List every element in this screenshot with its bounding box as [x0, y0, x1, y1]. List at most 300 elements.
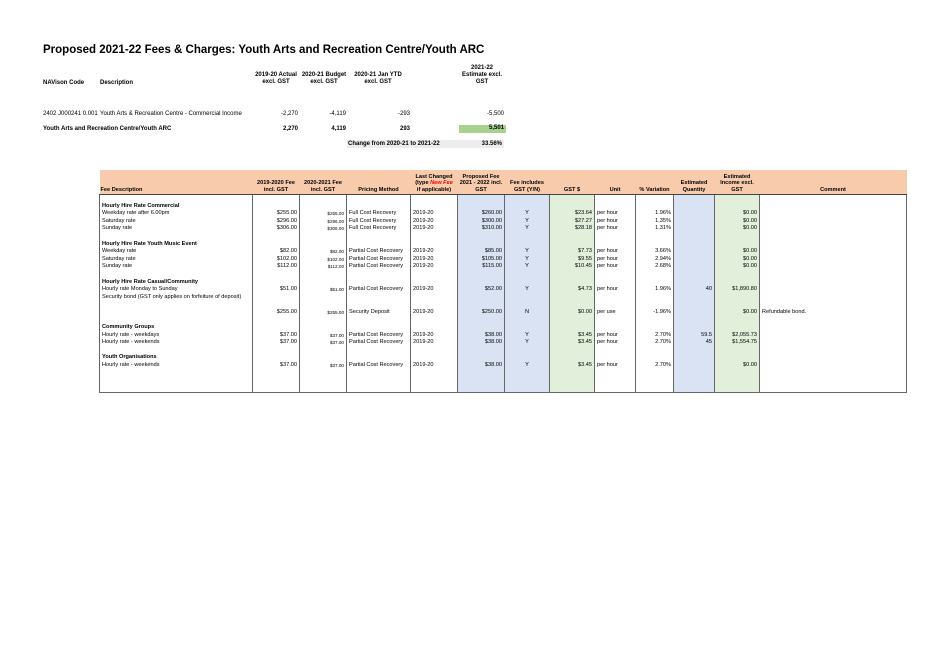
- cell-unit: per hour: [595, 286, 636, 294]
- group-cell: [253, 324, 300, 332]
- cell-variation: 2.70%: [636, 362, 674, 370]
- group-cell: [674, 241, 715, 249]
- group-cell: [347, 324, 411, 332]
- spacer-cell: [636, 377, 674, 385]
- cell-fee-1920: $37.00: [253, 362, 300, 370]
- cell-proposed-fee: $38.00: [458, 362, 505, 370]
- spacer-cell: [760, 317, 907, 325]
- cell-est-quantity: [674, 309, 715, 317]
- cell-est-income: $0.00: [715, 248, 760, 256]
- cell-unit: per hour: [595, 362, 636, 370]
- spacer-cell: [595, 347, 636, 355]
- cell-fee-includes-gst: N: [505, 309, 550, 317]
- spacer-cell: [458, 233, 505, 241]
- spacer-cell: [300, 271, 347, 279]
- cell-unit: per hour: [595, 210, 636, 218]
- cell-est-quantity: [674, 362, 715, 370]
- group-cell: [505, 324, 550, 332]
- cell-fee-2021: $102.00: [300, 256, 347, 264]
- cell-fee-1920: $37.00: [253, 332, 300, 340]
- cell-est-income: $2,055.73: [715, 332, 760, 340]
- spacer-cell: [595, 195, 636, 203]
- cell-description: Weekday rate after 6.00pm: [100, 210, 253, 218]
- group-cell: [300, 241, 347, 249]
- group-cell: [595, 279, 636, 287]
- group-cell: [411, 203, 458, 211]
- cell-fee-2021: $82.00: [300, 248, 347, 256]
- cell-est-income: $0.00: [715, 225, 760, 233]
- group-cell: [253, 241, 300, 249]
- cell-fee-1920: $255.00: [253, 210, 300, 218]
- cell-last-changed: 2019-20: [411, 210, 458, 218]
- th-fee-includes-gst: Fee includes GST (Y/N): [505, 170, 550, 195]
- group-cell: [505, 279, 550, 287]
- cell-gst: $3.45: [550, 362, 595, 370]
- cell-unit: per hour: [595, 332, 636, 340]
- cell-proposed-fee: $260.00: [458, 210, 505, 218]
- group-cell: [760, 324, 907, 332]
- cell-est-income: $0.00: [715, 218, 760, 226]
- cell-variation: 1.96%: [636, 286, 674, 294]
- spacer-cell: [550, 195, 595, 203]
- header-description: Description: [100, 80, 134, 86]
- cell-fee-2021: $112.00: [300, 263, 347, 271]
- group-cell: [674, 324, 715, 332]
- spacer-cell: [100, 370, 253, 378]
- cell-description: Security bond (GST only applies on forfeiture of deposit): [100, 294, 253, 302]
- spacer-cell: [674, 233, 715, 241]
- group-cell: [253, 354, 300, 362]
- cell-est-income: [715, 301, 760, 309]
- spacer-cell: [674, 377, 715, 385]
- cell-comment: [760, 263, 907, 271]
- spacer-cell: [505, 195, 550, 203]
- cell-pricing-method: Partial Cost Recovery: [347, 332, 411, 340]
- cell-est-quantity: [674, 301, 715, 309]
- spacer-cell: [636, 195, 674, 203]
- cell-proposed-fee: $115.00: [458, 263, 505, 271]
- group-title: Youth Organisations: [100, 354, 253, 362]
- cell-est-quantity: 45: [674, 339, 715, 347]
- spacer-cell: [595, 377, 636, 385]
- spacer-row: [100, 271, 907, 279]
- group-cell: [636, 279, 674, 287]
- cell-proposed-fee: $38.00: [458, 332, 505, 340]
- group-cell: [674, 354, 715, 362]
- cell-description: [100, 301, 253, 309]
- cell-est-income: $1,554.75: [715, 339, 760, 347]
- group-cell: [715, 354, 760, 362]
- group-title: Hourly Hire Rate Youth Music Event: [100, 241, 253, 249]
- cell-last-changed: 2019-20: [411, 332, 458, 340]
- cell-variation: 3.66%: [636, 248, 674, 256]
- spacer-cell: [550, 271, 595, 279]
- group-cell: [347, 203, 411, 211]
- cell-fee-2021: $37.00: [300, 362, 347, 370]
- th-comment: Comment: [760, 170, 907, 195]
- cell-variation: [636, 294, 674, 302]
- cell-pricing-method: Full Cost Recovery: [347, 218, 411, 226]
- group-cell: [595, 354, 636, 362]
- cell-gst: $9.55: [550, 256, 595, 264]
- table-row: [100, 294, 907, 302]
- table-header-row: [100, 170, 907, 195]
- spacer-cell: [100, 233, 253, 241]
- cell-variation: 2.94%: [636, 256, 674, 264]
- group-cell: [411, 241, 458, 249]
- spacer-cell: [505, 317, 550, 325]
- total-actual: 2,270: [282, 126, 298, 132]
- group-cell: [550, 241, 595, 249]
- spacer-cell: [411, 377, 458, 385]
- row1-ytd: -293: [397, 111, 410, 117]
- cell-fee-1920: $296.00: [253, 218, 300, 226]
- cell-fee-2021: [300, 301, 347, 309]
- cell-comment: Refundable bond.: [760, 309, 907, 317]
- cell-proposed-fee: [458, 301, 505, 309]
- spacer-cell: [458, 347, 505, 355]
- cell-est-income: $0.00: [715, 309, 760, 317]
- group-cell: [674, 279, 715, 287]
- spacer-cell: [411, 370, 458, 378]
- cell-gst: $10.45: [550, 263, 595, 271]
- cell-variation: 2.70%: [636, 339, 674, 347]
- spacer-cell: [760, 233, 907, 241]
- header-budget-2021: 2020-21 Budget excl. GST: [301, 72, 347, 85]
- cell-est-quantity: [674, 256, 715, 264]
- spacer-cell: [760, 385, 907, 393]
- spacer-cell: [505, 370, 550, 378]
- cell-comment: [760, 294, 907, 302]
- group-cell: [595, 241, 636, 249]
- spacer-cell: [505, 377, 550, 385]
- spacer-cell: [458, 385, 505, 393]
- cell-last-changed: 2019-20: [411, 218, 458, 226]
- table-row: [100, 362, 907, 370]
- spacer-cell: [715, 370, 760, 378]
- spacer-cell: [550, 233, 595, 241]
- cell-last-changed: 2019-20: [411, 286, 458, 294]
- cell-pricing-method: Full Cost Recovery: [347, 225, 411, 233]
- spacer-cell: [715, 233, 760, 241]
- spacer-cell: [458, 377, 505, 385]
- cell-fee-includes-gst: Y: [505, 339, 550, 347]
- cell-pricing-method: Partial Cost Recovery: [347, 263, 411, 271]
- cell-variation: 1.35%: [636, 218, 674, 226]
- cell-last-changed: 2019-20: [411, 362, 458, 370]
- cell-last-changed: 2019-20: [411, 263, 458, 271]
- group-title: Hourly Hire Rate Casual/Community: [100, 279, 253, 287]
- spacer-cell: [300, 347, 347, 355]
- cell-variation: 2.68%: [636, 263, 674, 271]
- spacer-cell: [715, 385, 760, 393]
- group-cell: [550, 354, 595, 362]
- table-row: [100, 256, 907, 264]
- spacer-cell: [550, 347, 595, 355]
- table-row: [100, 263, 907, 271]
- th-gst: GST $: [550, 170, 595, 195]
- cell-fee-includes-gst: Y: [505, 248, 550, 256]
- cell-description: Hourly rate - weekends: [100, 362, 253, 370]
- spacer-cell: [595, 233, 636, 241]
- cell-comment: [760, 286, 907, 294]
- spacer-cell: [100, 317, 253, 325]
- group-cell: [505, 241, 550, 249]
- group-cell: [300, 354, 347, 362]
- group-cell: [505, 203, 550, 211]
- spacer-cell: [347, 233, 411, 241]
- th-fee-1920: 2019-2020 Fee incl. GST: [253, 170, 300, 195]
- cell-comment: [760, 248, 907, 256]
- cell-fee-2021: $37.00: [300, 332, 347, 340]
- spacer-cell: [715, 377, 760, 385]
- cell-fee-1920: $82.00: [253, 248, 300, 256]
- cell-est-income: $0.00: [715, 263, 760, 271]
- row1-actual: -2,270: [280, 111, 298, 117]
- cell-unit: per hour: [595, 339, 636, 347]
- spacer-cell: [300, 195, 347, 203]
- cell-gst: $7.73: [550, 248, 595, 256]
- cell-fee-1920: $51.00: [253, 286, 300, 294]
- row1-budget: -4,119: [329, 111, 346, 117]
- spacer-cell: [300, 377, 347, 385]
- group-cell: [253, 203, 300, 211]
- cell-unit: per hour: [595, 248, 636, 256]
- cell-last-changed: 2019-20: [411, 248, 458, 256]
- fees-body: [100, 195, 907, 393]
- cell-proposed-fee: $38.00: [458, 339, 505, 347]
- cell-est-quantity: [674, 263, 715, 271]
- cell-fee-includes-gst: Y: [505, 332, 550, 340]
- total-label: Youth Arts and Recreation Centre/Youth ARC: [43, 126, 172, 132]
- spacer-cell: [505, 233, 550, 241]
- cell-pricing-method: Partial Cost Recovery: [347, 256, 411, 264]
- cell-pricing-method: Partial Cost Recovery: [347, 248, 411, 256]
- group-cell: [253, 279, 300, 287]
- group-cell: [550, 203, 595, 211]
- group-cell: [760, 279, 907, 287]
- group-title: Hourly Hire Rate Commercial: [100, 203, 253, 211]
- row1-estimate: -5,500: [486, 111, 504, 117]
- spacer-cell: [636, 370, 674, 378]
- group-cell: [760, 241, 907, 249]
- cell-est-quantity: 59.5: [674, 332, 715, 340]
- table-row: [100, 248, 907, 256]
- cell-fee-2021: $255.00: [300, 210, 347, 218]
- spacer-cell: [253, 385, 300, 393]
- group-cell: [347, 354, 411, 362]
- spacer-cell: [760, 370, 907, 378]
- group-row: [100, 354, 907, 362]
- table-row: [100, 301, 907, 309]
- spacer-cell: [674, 195, 715, 203]
- th-est-income: Estimated Income excl. GST: [715, 170, 760, 195]
- spacer-cell: [550, 377, 595, 385]
- cell-gst: $28.18: [550, 225, 595, 233]
- spacer-cell: [760, 271, 907, 279]
- cell-fee-includes-gst: Y: [505, 362, 550, 370]
- cell-description: [100, 309, 253, 317]
- cell-gst: $0.00: [550, 309, 595, 317]
- group-cell: [300, 279, 347, 287]
- total-estimate: 5,501: [459, 125, 506, 133]
- cell-description: Hourly rate Monday to Sunday: [100, 286, 253, 294]
- cell-est-income: $0.00: [715, 256, 760, 264]
- spacer-cell: [347, 195, 411, 203]
- cell-pricing-method: Partial Cost Recovery: [347, 362, 411, 370]
- cell-est-quantity: [674, 218, 715, 226]
- spacer-row: [100, 385, 907, 393]
- cell-fee-2021: $51.00: [300, 286, 347, 294]
- group-cell: [715, 203, 760, 211]
- cell-pricing-method: [347, 301, 411, 309]
- spacer-cell: [300, 233, 347, 241]
- spacer-cell: [760, 195, 907, 203]
- th-last-changed: Last Changed (type New Fee if applicable): [411, 170, 458, 195]
- cell-last-changed: [411, 294, 458, 302]
- cell-fee-includes-gst: [505, 294, 550, 302]
- header-navision-code: NAVison Code: [43, 80, 85, 86]
- table-row: [100, 225, 907, 233]
- group-cell: [636, 354, 674, 362]
- group-cell: [715, 279, 760, 287]
- spacer-cell: [760, 377, 907, 385]
- spacer-row: [100, 317, 907, 325]
- spacer-cell: [411, 347, 458, 355]
- cell-est-quantity: [674, 210, 715, 218]
- spacer-cell: [100, 377, 253, 385]
- spacer-cell: [253, 370, 300, 378]
- cell-comment: [760, 301, 907, 309]
- group-cell: [715, 324, 760, 332]
- spacer-cell: [411, 233, 458, 241]
- group-cell: [458, 241, 505, 249]
- cell-variation: [636, 301, 674, 309]
- group-cell: [300, 324, 347, 332]
- spacer-cell: [300, 317, 347, 325]
- cell-last-changed: 2019-20: [411, 309, 458, 317]
- cell-proposed-fee: $250.00: [458, 309, 505, 317]
- spacer-cell: [595, 385, 636, 393]
- spacer-cell: [505, 385, 550, 393]
- th-proposed-fee: Proposed Fee 2021 - 2022 incl. GST: [458, 170, 505, 195]
- cell-pricing-method: Full Cost Recovery: [347, 210, 411, 218]
- group-cell: [636, 203, 674, 211]
- cell-comment: [760, 362, 907, 370]
- cell-fee-2021: $306.00: [300, 225, 347, 233]
- cell-fee-includes-gst: Y: [505, 286, 550, 294]
- cell-comment: [760, 218, 907, 226]
- spacer-cell: [253, 271, 300, 279]
- cell-variation: -1.96%: [636, 309, 674, 317]
- cell-proposed-fee: [458, 294, 505, 302]
- cell-unit: per hour: [595, 225, 636, 233]
- spacer-cell: [253, 377, 300, 385]
- cell-unit: [595, 301, 636, 309]
- spacer-cell: [674, 347, 715, 355]
- cell-fee-1920: [253, 294, 300, 302]
- cell-proposed-fee: $105.00: [458, 256, 505, 264]
- table-row: [100, 210, 907, 218]
- cell-fee-1920: $112.00: [253, 263, 300, 271]
- group-cell: [411, 279, 458, 287]
- change-value: 33.56%: [481, 140, 502, 147]
- spacer-cell: [505, 347, 550, 355]
- th-fee-description: Fee Description: [100, 170, 253, 195]
- cell-est-quantity: [674, 225, 715, 233]
- spacer-cell: [760, 347, 907, 355]
- table-row: [100, 286, 907, 294]
- cell-description: Hourly rate - weekdays: [100, 332, 253, 340]
- group-row: [100, 324, 907, 332]
- cell-proposed-fee: $85.00: [458, 248, 505, 256]
- cell-fee-1920: $255.00: [253, 309, 300, 317]
- cell-variation: 1.31%: [636, 225, 674, 233]
- cell-est-income: [715, 294, 760, 302]
- spacer-row: [100, 347, 907, 355]
- spacer-cell: [100, 271, 253, 279]
- page-title: Proposed 2021-22 Fees & Charges: Youth Arts and Recreation Centre/Youth ARC: [43, 44, 485, 56]
- group-cell: [595, 324, 636, 332]
- cell-variation: 1.96%: [636, 210, 674, 218]
- cell-unit: per use: [595, 309, 636, 317]
- cell-fee-includes-gst: Y: [505, 263, 550, 271]
- group-cell: [636, 241, 674, 249]
- cell-description: Weekday rate: [100, 248, 253, 256]
- cell-unit: per hour: [595, 263, 636, 271]
- cell-proposed-fee: $300.00: [458, 218, 505, 226]
- th-unit: Unit: [595, 170, 636, 195]
- spacer-cell: [636, 317, 674, 325]
- group-cell: [505, 354, 550, 362]
- spacer-cell: [715, 347, 760, 355]
- spacer-cell: [100, 385, 253, 393]
- row1-description: Youth Arts & Recreation Centre - Commercial Income: [100, 111, 242, 117]
- spacer-cell: [100, 195, 253, 203]
- th-variation: % Variation: [636, 170, 674, 195]
- spacer-row: [100, 370, 907, 378]
- spacer-cell: [347, 385, 411, 393]
- th-est-quantity: Estimated Quantity: [674, 170, 715, 195]
- cell-fee-includes-gst: Y: [505, 256, 550, 264]
- cell-gst: [550, 294, 595, 302]
- spacer-row: [100, 377, 907, 385]
- cell-description: Saturday rate: [100, 256, 253, 264]
- cell-fee-includes-gst: Y: [505, 218, 550, 226]
- spacer-cell: [715, 317, 760, 325]
- cell-description: Sunday rate: [100, 263, 253, 271]
- cell-last-changed: [411, 301, 458, 309]
- spacer-row: [100, 233, 907, 241]
- spacer-cell: [411, 385, 458, 393]
- cell-comment: [760, 256, 907, 264]
- spacer-cell: [347, 271, 411, 279]
- spacer-cell: [458, 317, 505, 325]
- cell-gst: $3.45: [550, 339, 595, 347]
- cell-description: Sunday rate: [100, 225, 253, 233]
- spacer-cell: [674, 317, 715, 325]
- cell-comment: [760, 210, 907, 218]
- spacer-cell: [347, 317, 411, 325]
- cell-variation: 2.70%: [636, 332, 674, 340]
- row1-code: 2402 J000241 0.001: [43, 111, 98, 117]
- spacer-cell: [458, 370, 505, 378]
- cell-proposed-fee: $52.00: [458, 286, 505, 294]
- spacer-cell: [458, 271, 505, 279]
- group-cell: [550, 279, 595, 287]
- cell-fee-2021: [300, 294, 347, 302]
- cell-description: Saturday rate: [100, 218, 253, 226]
